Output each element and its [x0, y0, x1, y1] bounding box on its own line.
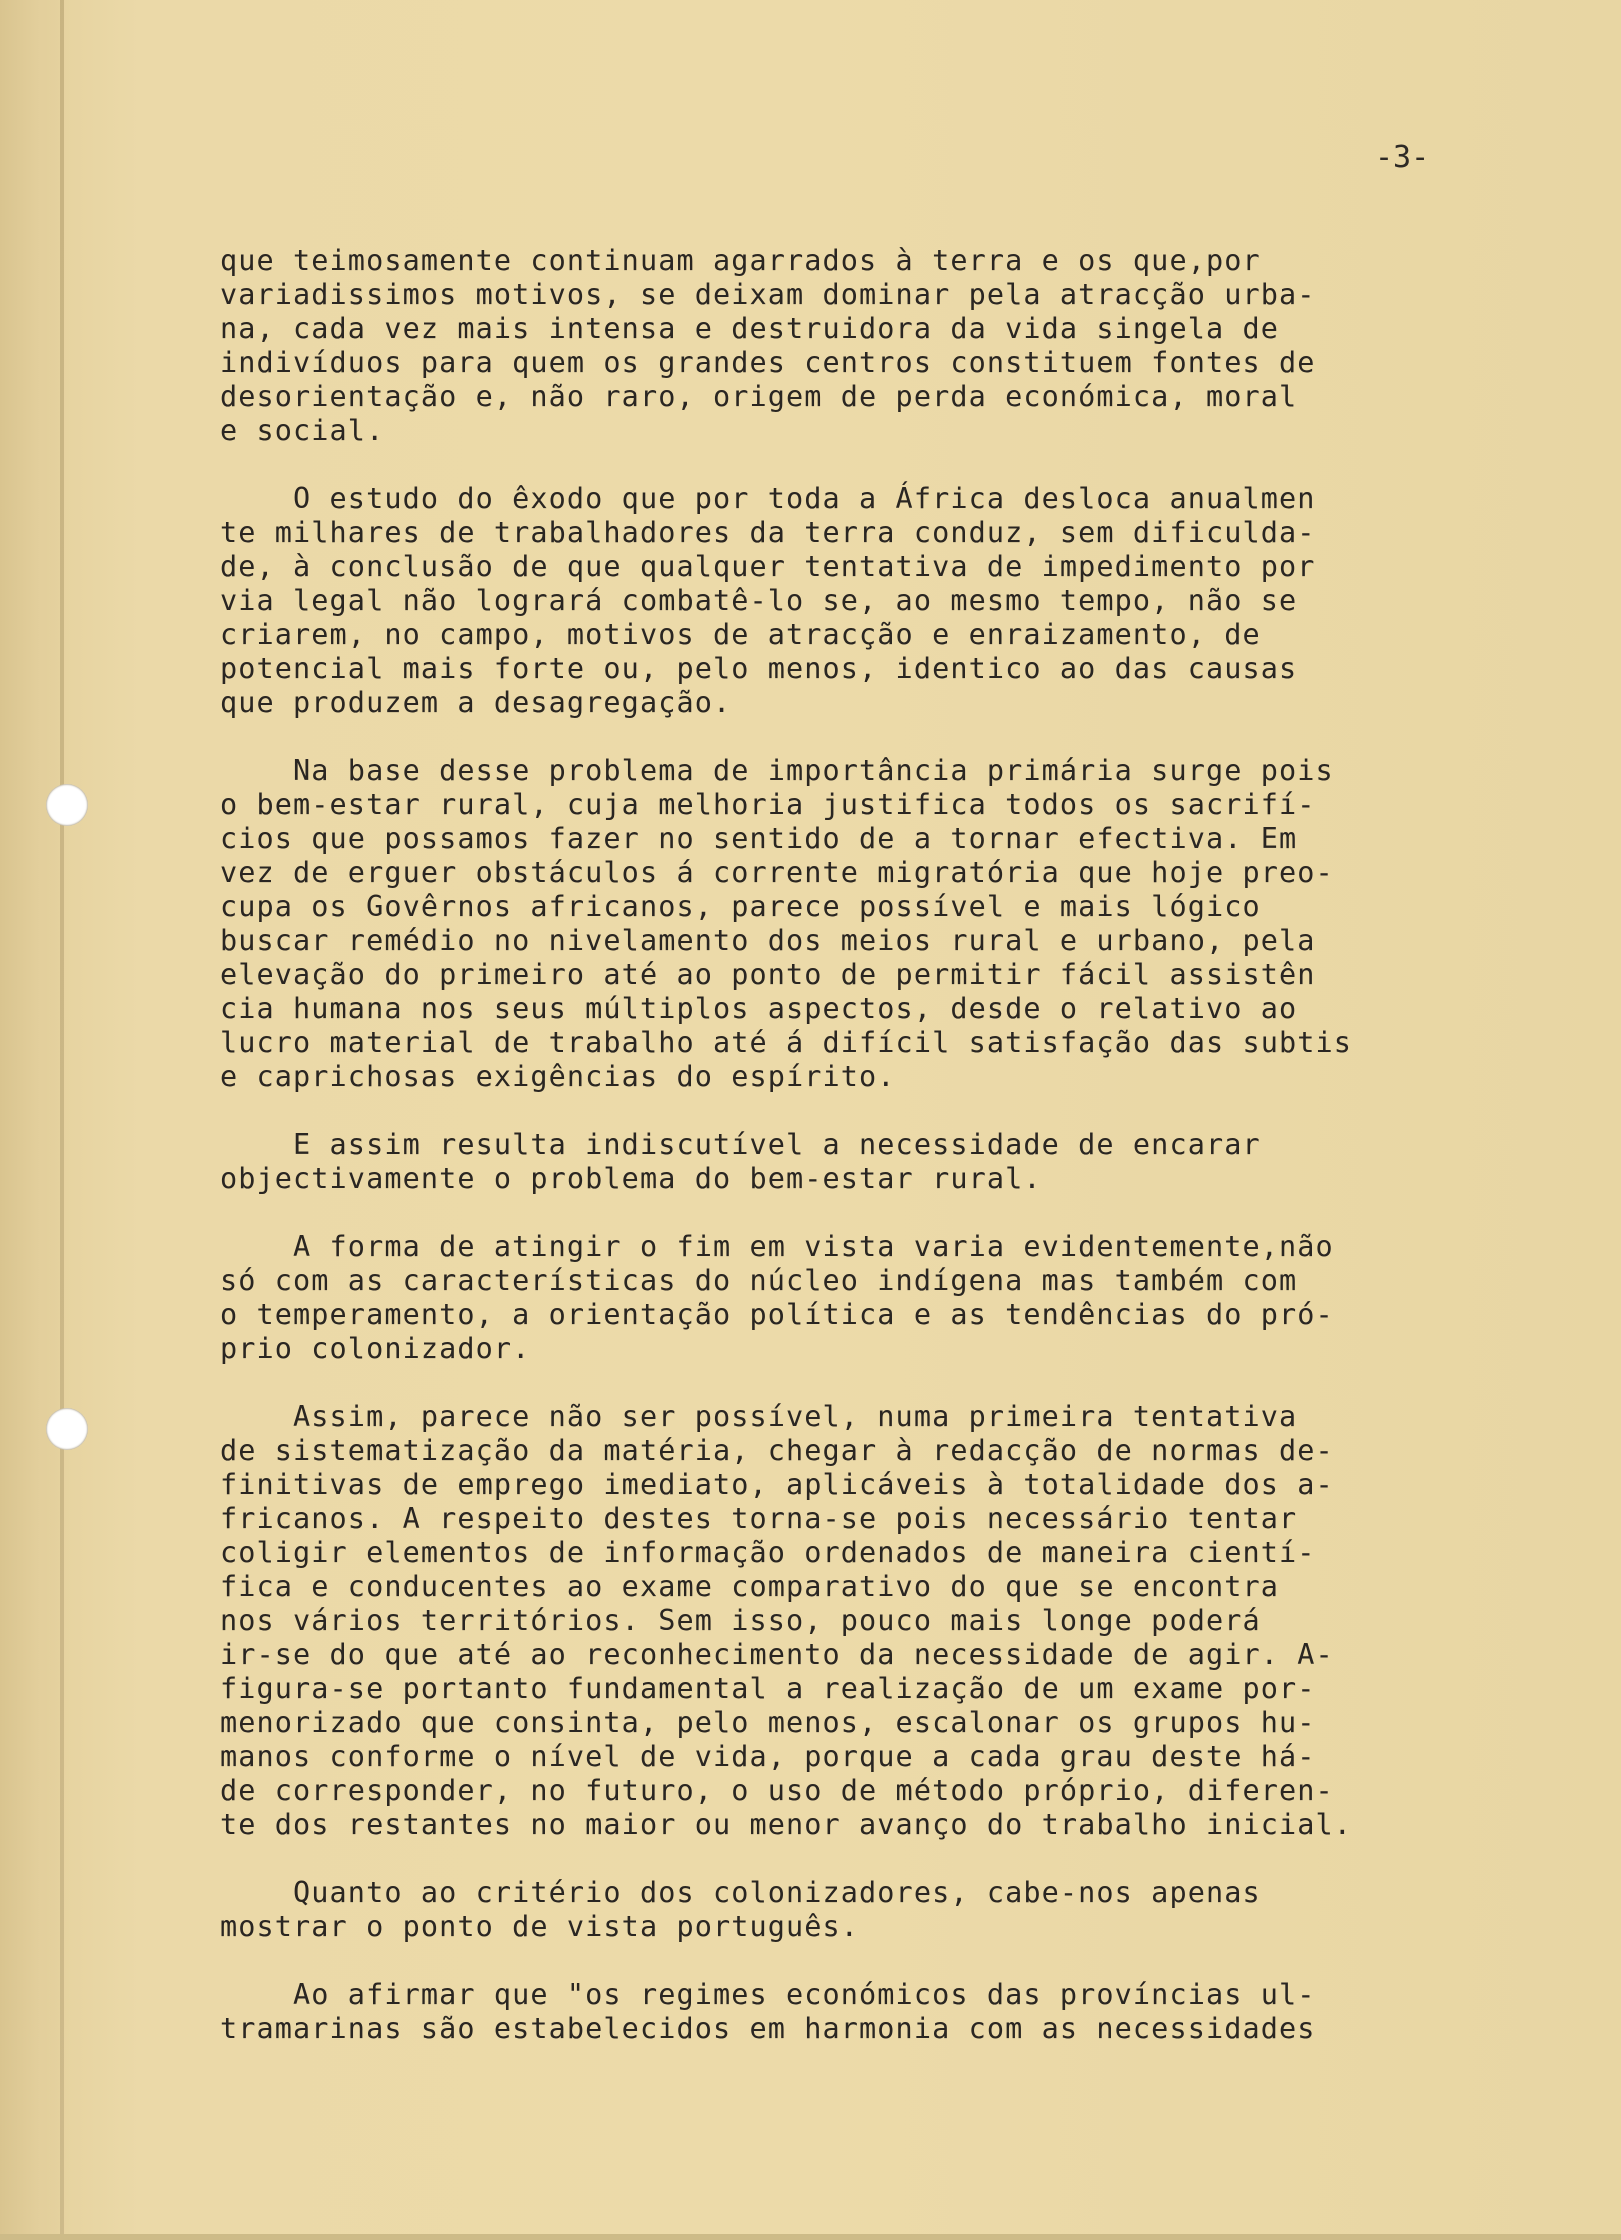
text-line: fica e conducentes ao exame comparativo do que se encontra [220, 1570, 1279, 1603]
text-line: só com as características do núcleo indígena mas também com [220, 1264, 1298, 1297]
text-line: Quanto ao critério dos colonizadores, cabe-nos apenas [220, 1876, 1261, 1909]
text-line: potencial mais forte ou, pelo menos, identico ao das causas [220, 652, 1298, 685]
text-line: cupa os Govêrnos africanos, parece possível e mais lógico [220, 890, 1261, 923]
text-line: desorientação e, não raro, origem de perda económica, moral [220, 380, 1298, 413]
text-line: menorizado que consinta, pelo menos, escalonar os grupos hu- [220, 1706, 1316, 1739]
text-line: coligir elementos de informação ordenados de maneira cientí- [220, 1536, 1316, 1569]
text-line: A forma de atingir o fim em vista varia evidentemente,não [220, 1230, 1334, 1263]
text-line: e caprichosas exigências do espírito. [220, 1060, 896, 1093]
paragraph [220, 1876, 1460, 1944]
text-line: E assim resulta indiscutível a necessidade de encarar [220, 1128, 1261, 1161]
paper-bottom-edge [0, 2234, 1621, 2240]
text-line: e social. [220, 414, 385, 447]
punch-hole [46, 784, 88, 826]
text-line: te dos restantes no maior ou menor avanço do trabalho inicial. [220, 1808, 1353, 1841]
text-line: de sistematização da matéria, chegar à redacção de normas de- [220, 1434, 1334, 1467]
text-line: o bem-estar rural, cuja melhoria justifica todos os sacrifí- [220, 788, 1316, 821]
text-line: mostrar o ponto de vista português. [220, 1910, 860, 1943]
text-line: que teimosamente continuam agarrados à terra e os que,por [220, 244, 1261, 277]
paragraph [220, 1128, 1460, 1196]
text-line: de corresponder, no futuro, o uso de método próprio, diferen- [220, 1774, 1334, 1807]
text-line: de, à conclusão de que qualquer tentativa de impedimento por [220, 550, 1316, 583]
text-line: cios que possamos fazer no sentido de a tornar efectiva. Em [220, 822, 1298, 855]
text-line: Ao afirmar que "os regimes económicos das províncias ul- [220, 1978, 1316, 2011]
text-line: buscar remédio no nivelamento dos meios rural e urbano, pela [220, 924, 1316, 957]
text-line: tramarinas são estabelecidos em harmonia com as necessidades [220, 2012, 1316, 2045]
paragraph [220, 1400, 1460, 1842]
paragraph [220, 754, 1460, 1094]
typed-body-text [220, 244, 1460, 2080]
paragraph [220, 244, 1460, 448]
paragraph [220, 1230, 1460, 1366]
text-line: lucro material de trabalho até á difícil satisfação das subtis [220, 1026, 1353, 1059]
text-line: nos vários territórios. Sem isso, pouco mais longe poderá [220, 1604, 1261, 1637]
text-line: que produzem a desagregação. [220, 686, 732, 719]
text-line: indivíduos para quem os grandes centros constituem fontes de [220, 346, 1316, 379]
paper-fold-line [60, 0, 64, 2240]
page-number: -3- [1375, 140, 1430, 175]
text-line: prio colonizador. [220, 1332, 531, 1365]
text-line: cia humana nos seus múltiplos aspectos, desde o relativo ao [220, 992, 1298, 1025]
text-line: criarem, no campo, motivos de atracção e enraizamento, de [220, 618, 1261, 651]
paragraph [220, 482, 1460, 720]
text-line: vez de erguer obstáculos á corrente migratória que hoje preo- [220, 856, 1334, 889]
text-line: te milhares de trabalhadores da terra conduz, sem dificulda- [220, 516, 1316, 549]
punch-hole [46, 1408, 88, 1450]
text-line: ir-se do que até ao reconhecimento da necessidade de agir. A- [220, 1638, 1334, 1671]
text-line: fricanos. A respeito destes torna-se pois necessário tentar [220, 1502, 1298, 1535]
text-line: na, cada vez mais intensa e destruidora da vida singela de [220, 312, 1279, 345]
paragraph [220, 1978, 1460, 2046]
text-line: variadissimos motivos, se deixam dominar pela atracção urba- [220, 278, 1316, 311]
text-line: elevação do primeiro até ao ponto de permitir fácil assistên [220, 958, 1316, 991]
text-line: Na base desse problema de importância primária surge pois [220, 754, 1334, 787]
text-line: o temperamento, a orientação política e as tendências do pró- [220, 1298, 1334, 1331]
text-line: objectivamente o problema do bem-estar rural. [220, 1162, 1042, 1195]
text-line: Assim, parece não ser possível, numa primeira tentativa [220, 1400, 1298, 1433]
text-line: figura-se portanto fundamental a realização de um exame por- [220, 1672, 1316, 1705]
text-line: manos conforme o nível de vida, porque a cada grau deste há- [220, 1740, 1316, 1773]
text-line: finitivas de emprego imediato, aplicáveis à totalidade dos a- [220, 1468, 1334, 1501]
text-line: via legal não logrará combatê-lo se, ao mesmo tempo, não se [220, 584, 1298, 617]
text-line: O estudo do êxodo que por toda a África desloca anualmen [220, 482, 1316, 515]
